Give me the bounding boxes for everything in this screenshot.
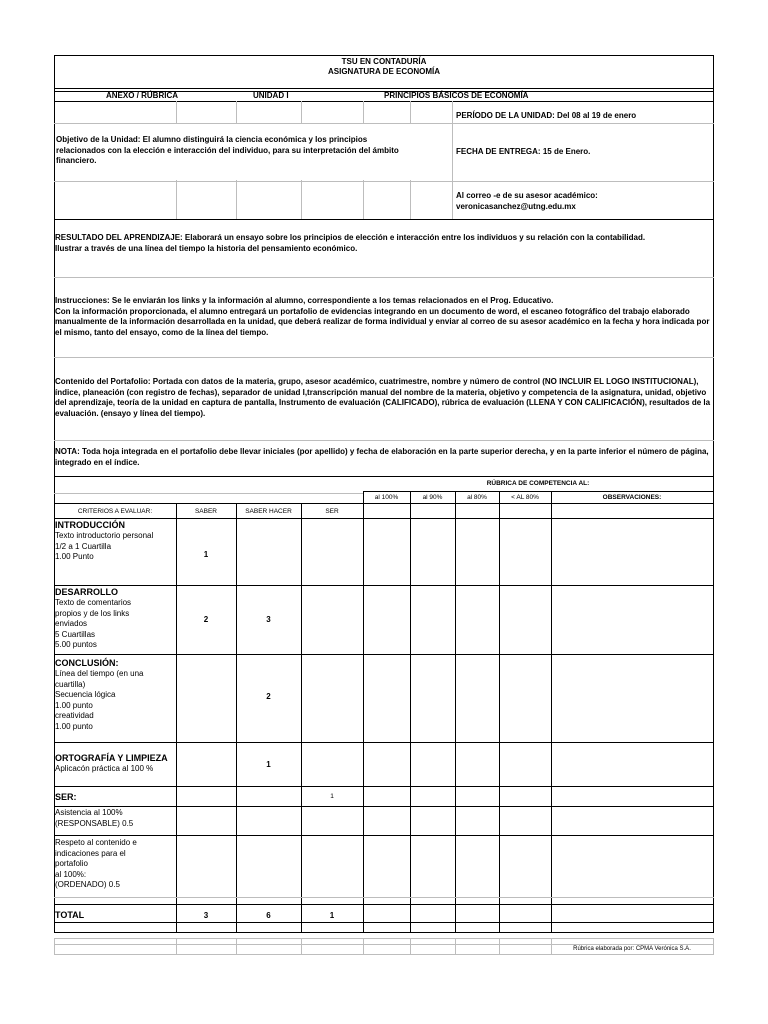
grid-line <box>176 938 177 954</box>
periodo-text: PERÍODO DE LA UNIDAD: Del 08 al 19 de enero <box>456 111 637 120</box>
observaciones-header: OBSERVACIONES: <box>602 494 662 501</box>
criterio-desc: Aplicacón práctica al 100 % <box>55 764 154 773</box>
grid-line <box>363 938 364 954</box>
grid-line <box>54 440 714 441</box>
footer-credit: Rúbrica elaborada por: CPMA Verónica S.A. <box>573 946 691 952</box>
col-saber-hacer: SABER HACER <box>245 508 292 515</box>
criterio-title: INTRODUCCIÓN <box>55 520 125 530</box>
grid-line <box>54 954 714 955</box>
rule <box>54 742 714 743</box>
grid-line <box>236 938 237 954</box>
total-label: TOTAL <box>55 910 85 920</box>
grid-line <box>301 938 302 954</box>
instrucciones-text: Instrucciones: Se le enviarán los links y la información al alumno, correspondiente a los temas relacionados en el Prog. Educativo. Con la información proporcionada, el alumno entregará un portafolio de evidencias integrando en un documento de word, el escaneo fotográfico del trabajo elaborado manualmente de la información desarrollada en la unidad, que deberá realizar de forma individual y enviar al correo de su asesor académico en la fecha y hora indicada por el mismo, tanto del ensayo, como de la línea del tiempo. <box>55 296 710 337</box>
criterio-conclusion <box>55 658 175 732</box>
grid-line <box>54 357 714 358</box>
col-line <box>410 491 411 933</box>
header-line-1: TSU EN CONTADURÍA <box>341 57 427 66</box>
grid-line <box>455 938 456 954</box>
criterio-title: CONCLUSIÓN: <box>55 658 119 668</box>
grid-line <box>452 101 453 219</box>
col-saber: SABER <box>194 508 218 515</box>
grid-line <box>54 181 714 182</box>
header-line-2: ASIGNATURA DE ECONOMÍA <box>328 67 440 76</box>
objetivo-cell <box>55 124 452 180</box>
grid-line <box>499 938 500 954</box>
criterio-desc: Texto de comentarios propios y de los links enviados 5 Cuartillas 5.00 puntos <box>55 598 132 649</box>
ortografia-saber-hacer: 1 <box>266 760 271 769</box>
grid-line <box>410 938 411 954</box>
tema-label: PRINCIPIOS BÁSICOS DE ECONOMÍA <box>384 91 529 100</box>
total-ser: 1 <box>329 911 335 920</box>
col-ser: SER <box>325 508 339 515</box>
rule <box>54 835 714 836</box>
fecha-entrega-text: FECHA DE ENTREGA: 15 de Enero. <box>456 147 591 156</box>
anexo-label: ANEXO / RÚBRICA <box>106 91 179 100</box>
rule <box>54 654 714 655</box>
level-80: al 80% <box>467 494 487 501</box>
criterio-ortografia <box>55 753 177 775</box>
col-line <box>176 503 177 933</box>
criterio-desarrollo <box>55 587 175 651</box>
contenido-text: Contenido del Portafolio: Portada con datos de la materia, grupo, asesor académico, cuatrimestre, nombre y número de control (NO INCLUIR EL LOGO INSTITUCIONAL), índice, planeación (con registro de fechas), separador de unidad I,transcripción manual del nombre de la materia, objetivo y competencia de la asignatura, unidad, objetivo del aprendizaje, teoría de la unidad en captura de pantalla, Instrumento de evaluación (CALIFICADO), rúbrica de evaluación (LLENA Y CON CALIFICACIÓN), resultados de la evaluación. (ensayo y línea del tiempo). <box>55 377 711 418</box>
rule <box>54 219 714 220</box>
resultado-text: RESULTADO DEL APRENDIZAJE: Elaborará un ensayo sobre los principios de elección e interacción entre los individuos y su relación con la contabilidad. Ilustrar a través de una línea del tiempo la historia del pensamiento económico. <box>55 233 646 253</box>
col-line <box>551 491 552 933</box>
ser-title: SER: <box>55 792 77 802</box>
total-saber: 3 <box>203 911 209 920</box>
unidad-label: UNIDAD I <box>253 91 289 100</box>
criterio-desc: Texto introductorio personal 1/2 a 1 Cuartilla 1.00 Punto <box>55 531 154 561</box>
criterio-asistencia: Asistencia al 100% (RESPONSABLE) 0.5 <box>55 808 134 828</box>
total-saber-hacer: 6 <box>266 911 271 920</box>
objetivo-text: Objetivo de la Unidad: El alumno distinguirá la ciencia económica y los principios relacionados con la elección e interacción del individuo, para su interpretación del ámbito financiero. <box>56 135 399 165</box>
desarrollo-saber-hacer: 3 <box>266 615 271 624</box>
correo-text: Al correo -e de su asesor académico: veronicasanchez@utng.edu.mx <box>456 191 598 211</box>
rule <box>54 904 714 905</box>
grid-line <box>713 938 714 954</box>
border-top <box>54 55 714 56</box>
rule <box>363 491 714 492</box>
criterio-title: DESARROLLO <box>55 587 118 597</box>
nota-text: NOTA: Toda hoja integrada en el portafolio debe llevar iniciales (por apellido) y fecha de elaboración en la parte superior derecha, y en la parte inferior el número de página, integrado en el índice. <box>55 447 709 467</box>
rule <box>54 585 714 586</box>
rule <box>54 786 714 787</box>
desarrollo-saber: 2 <box>203 615 209 624</box>
level-90: al 90% <box>422 494 443 501</box>
criterio-title: ORTOGRAFÍA Y LIMPIEZA <box>55 753 168 763</box>
col-line <box>363 491 364 933</box>
grid-line <box>54 938 714 939</box>
rule <box>54 503 714 504</box>
col-line <box>499 491 500 933</box>
col-line <box>236 503 237 933</box>
grid-line <box>54 938 55 954</box>
rule <box>54 476 714 477</box>
rule <box>54 806 714 807</box>
ser-value: 1 <box>330 793 334 800</box>
level-100: al 100% <box>374 494 399 501</box>
col-criterios: CRITERIOS A EVALUAR: <box>77 508 153 515</box>
rubrica-title: RÚBRICA DE COMPETENCIA AL: <box>486 480 590 487</box>
level-below-80: < AL 80% <box>511 494 539 501</box>
rule <box>54 922 714 923</box>
grid-line <box>54 277 714 278</box>
intro-saber: 1 <box>203 550 209 559</box>
col-line <box>455 491 456 933</box>
rule <box>54 88 714 89</box>
rule <box>54 101 714 102</box>
col-line <box>301 503 302 933</box>
grid-line <box>54 493 363 494</box>
criterio-desc: Línea del tiempo (en una cuartilla) Secuencia lógica 1.00 punto creatividad 1.00 punto <box>55 669 144 731</box>
criterio-respeto: Respeto al contenido e indicaciones para el portafolio al 100%: (ORDENADO) 0.5 <box>55 838 137 889</box>
rule <box>54 932 714 933</box>
criterio-introduccion <box>55 520 175 563</box>
conclusion-saber-hacer: 2 <box>266 692 271 701</box>
rule <box>54 518 714 519</box>
grid-line <box>54 897 714 898</box>
border-right <box>713 55 714 933</box>
